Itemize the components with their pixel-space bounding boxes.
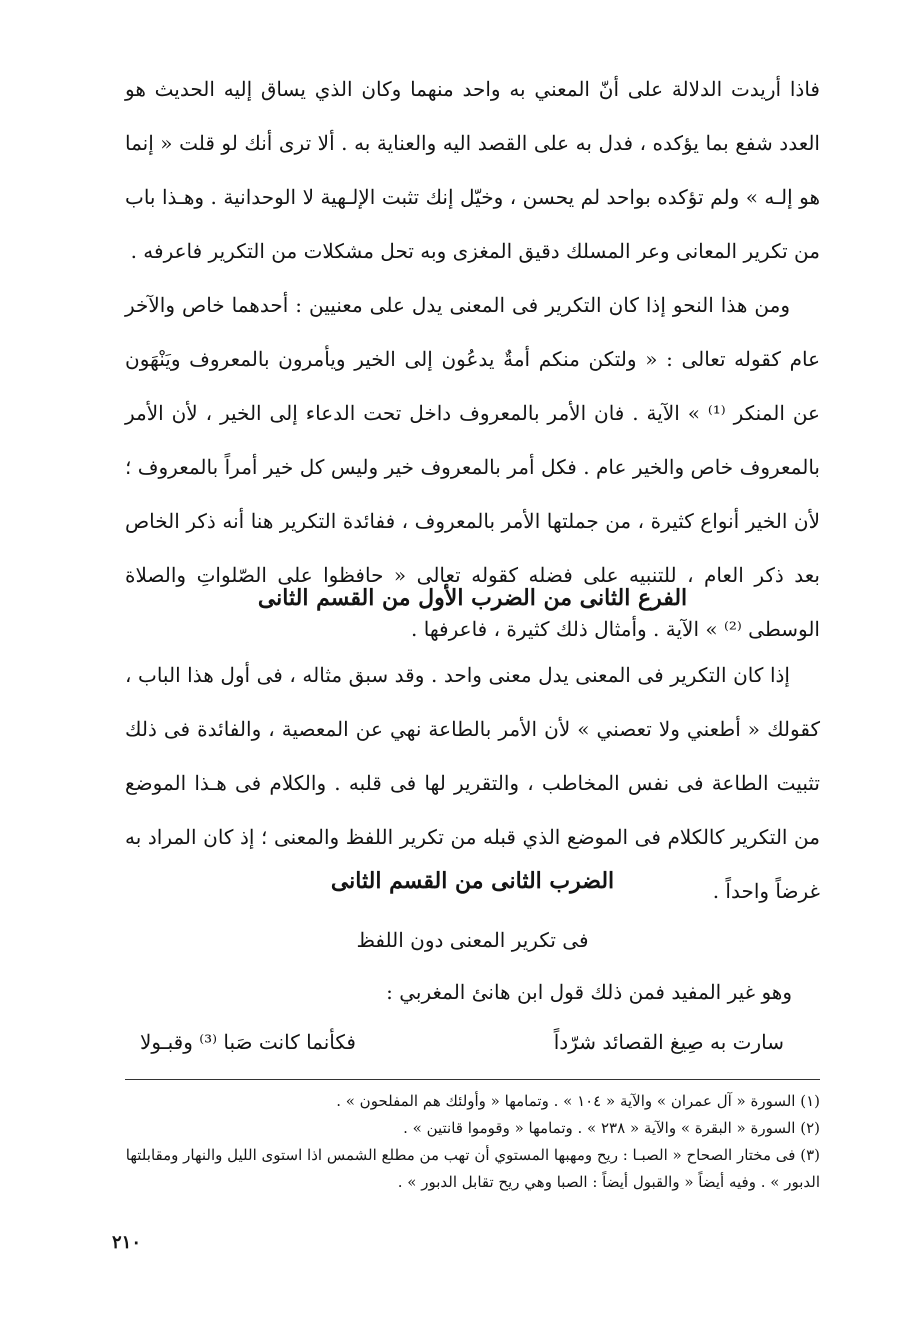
footnote-divider xyxy=(125,1079,820,1080)
paragraph-1: فاذا أريدت الدلالة على أنّ المعني به واحد منهما وكان الذي يساق إليه الحديث هو العدد شفع بما يؤكده ، فدل به على القصد اليه والعناية به . ألا ترى أنك لو قلت « إنما هو إلـه » ولم تؤكده بواحد لم يحسن ، وخيّل إنك تثبت الإلـهية لا الوحدانية . وهـذا باب من تكرير المعانى وعر المسلك دقيق المغزى وبه تحل مشكلات من التكرير فاعرفه . xyxy=(125,77,820,263)
section-subheading: فى تكرير المعنى دون اللفظ xyxy=(356,928,589,952)
footnotes xyxy=(125,1088,820,1196)
paragraph-3: إذا كان التكرير فى المعنى يدل معنى واحد . وقد سبق مثاله ، فى أول هذا الباب ، كقولك « أطعني ولا تعصني » لأن الأمر بالطاعة نهي عن المعصية ، والفائدة فى ذلك تثبيت الطاعة فى نفس المخاطب ، والتقرير لها فى قلبه . والكلام فى هـذا الموضع من التكرير كالكلام فى الموضع الذي قبله من تكرير اللفظ والمعنى ؛ إذ كان المراد به غرضاً واحداً . xyxy=(125,663,820,903)
main-text xyxy=(125,62,820,656)
footnote-1: (١) السورة « آل عمران » والآية « ١٠٤ » . وتمامها « وأولئك هم المفلحون » . xyxy=(336,1092,820,1110)
paragraph-2: ومن هذا النحو إذا كان التكرير فى المعنى يدل على معنيين : أحدهما خاص والآخر عام كقوله تعالى : « ولتكن منكم أمةٌ يدعُون إلى الخير ويأمرون بالمعروف ويَنْهَون عن المنكر ⁽¹⁾ » الآية . فان الأمر بالمعروف داخل تحت الدعاء إلى الخير ، لأن الأمر بالمعروف خاص والخير عام . فكل أمر بالمعروف خير وليس كل خير أمراً بالمعروف ؛ لأن الخير أنواع كثيرة ، من جملتها الأمر بالمعروف ، ففائدة التكرير هنا أنه ذكر الخاص بعد ذكر العام ، للتنبيه على فضله كقوله تعالى « حافظوا على الصّلواتِ والصلاة الوسطى ⁽²⁾ » الآية . وأمثال ذلك كثيرة ، فاعرفها . xyxy=(125,293,820,641)
verse-second-hemistich: سارت به صِيغ القصائد شرّداً xyxy=(553,1030,784,1054)
footnote-3: (٣) فى مختار الصحاح « الصبـا : ريح ومهبها المستوي أن تهب من مطلع الشمس اذا استوى الليل والنهار ومقابلتها الدبور » . وفيه أيضاً « والقبول أيضاً : الصبا وهي ريح تقابل الدبور » . xyxy=(125,1146,820,1191)
section-heading-2: الضرب الثانى من القسم الثانى xyxy=(330,868,615,894)
page-number: ٢١٠ xyxy=(112,1232,142,1253)
section-heading-1: الفرع الثانى من الضرب الأول من القسم الثانى xyxy=(257,585,688,611)
footnote-2: (٢) السورة « البقرة » والآية « ٢٣٨ » . وتمامها « وقوموا قانتين » . xyxy=(403,1119,820,1137)
verse-intro: وهو غير المفيد فمن ذلك قول ابن هانئ المغربي : xyxy=(386,980,792,1004)
verse-first-hemistich: فكأنما كانت صَبا ⁽³⁾ وقبـولا xyxy=(140,1030,356,1054)
poetry-verse xyxy=(140,1030,784,1054)
